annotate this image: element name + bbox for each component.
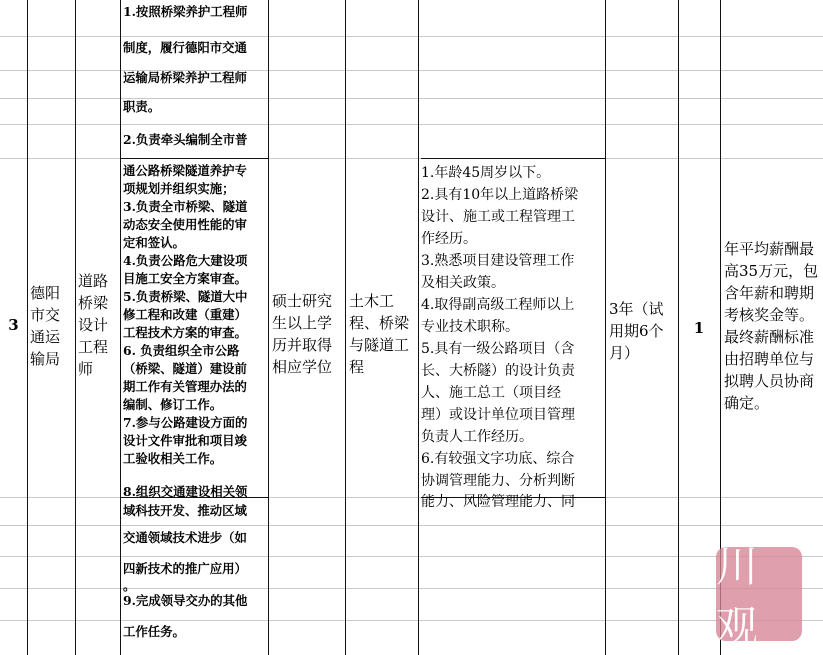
duty-line: 四新技术的推广应用） <box>123 561 247 576</box>
row-line <box>421 588 605 589</box>
row-line <box>605 497 823 498</box>
duty-line: 6. 负责组织全市公路 <box>123 343 240 358</box>
column-line <box>27 0 28 655</box>
duty-line: 设计文件审批和项目竣 <box>123 433 247 448</box>
requirement-line: 作经历。 <box>421 231 477 247</box>
duty-line: 修工程和改建（重建） <box>123 307 247 322</box>
duty-line: 。 <box>123 578 136 593</box>
duty-line: 5.负责桥梁、隧道大中 <box>123 289 248 304</box>
column-line <box>345 0 346 655</box>
row-line <box>605 158 823 159</box>
row-line <box>421 98 605 99</box>
row-line <box>605 98 823 99</box>
requirement-line: 4.取得副高级工程师以上 <box>421 297 575 313</box>
column-line <box>605 0 606 655</box>
row-line <box>0 70 120 71</box>
row-line <box>0 98 120 99</box>
row-line <box>605 124 823 125</box>
major-cell: 土木工程、桥梁与隧道工程 <box>349 292 410 376</box>
watermark-logo: 川观 <box>716 547 802 641</box>
requirement-line: 设计、施工或工程管理工 <box>421 209 575 225</box>
column-line <box>120 0 121 655</box>
requirement-line: 及相关政策。 <box>421 275 505 291</box>
row-line <box>421 556 605 557</box>
row-line <box>0 556 120 557</box>
duty-line: 运输局桥梁养护工程师 <box>123 70 247 85</box>
duty-line: 7.参与公路建设方面的 <box>123 415 248 430</box>
requirement-line: 能力、风险管理能力、同 <box>421 494 575 510</box>
duty-line: 9.完成领导交办的其他 <box>123 593 248 608</box>
row-line <box>120 525 268 526</box>
row-line <box>0 36 120 37</box>
row-line <box>0 124 120 125</box>
duty-line: 交通领域技术进步（如 <box>123 530 247 545</box>
requirement-line: 6.有较强文字功底、综合 <box>421 451 575 467</box>
column-line <box>75 0 76 655</box>
requirement-line: 1.年龄45周岁以下。 <box>421 165 551 181</box>
education-cell: 硕士研究生以上学历并取得相应学位 <box>272 292 333 376</box>
duty-line: 通公路桥梁隧道养护专 <box>123 163 247 178</box>
row-line <box>0 158 120 159</box>
row-line <box>421 620 605 621</box>
duty-line: 域科技开发、推动区域 <box>123 503 247 518</box>
row-line <box>120 124 268 125</box>
row-line <box>421 158 605 159</box>
duty-line: 工程技术方案的审查。 <box>123 325 247 340</box>
row-line <box>421 525 605 526</box>
duty-line: 8.组织交通建设相关领 <box>123 484 248 499</box>
row-line <box>605 70 823 71</box>
position-cell: 道路桥梁设计工程师 <box>78 272 109 378</box>
row-line <box>605 36 823 37</box>
requirement-line: 理）或设计单位项目管理 <box>421 407 575 423</box>
row-line <box>421 124 605 125</box>
row-index: 3 <box>8 316 19 334</box>
row-line <box>0 525 120 526</box>
contract-cell: 3年（试用期6个月） <box>609 300 664 362</box>
row-line <box>120 36 268 37</box>
requirement-line: 长、大桥隧）的设计负责 <box>421 363 575 379</box>
column-line <box>268 0 269 655</box>
headcount-cell: 1 <box>693 319 705 337</box>
row-line <box>120 158 268 159</box>
duty-line: 编制、修订工作。 <box>123 397 223 412</box>
row-line <box>605 525 823 526</box>
duty-line: 项规划并组织实施； <box>123 181 235 196</box>
requirement-line: 人、施工总工（项目经 <box>421 385 561 401</box>
requirement-line: 2.具有10年以上道路桥梁 <box>421 187 579 203</box>
duty-line: 工验收相关工作。 <box>123 451 223 466</box>
duty-line: 3.负责全市桥梁、隧道 <box>123 199 248 214</box>
duty-line: 1.按照桥梁养护工程师 <box>123 4 248 19</box>
requirement-line: 协调管理能力、分析判断 <box>421 473 575 489</box>
row-line <box>0 497 120 498</box>
duty-line: 目施工安全方案审查。 <box>123 271 247 286</box>
duty-line: 制度，履行德阳市交通 <box>123 40 247 55</box>
duty-line: 动态安全使用性能的审 <box>123 217 247 232</box>
duty-line: 职责。 <box>123 99 161 114</box>
row-line <box>0 620 120 621</box>
salary-cell: 年平均薪酬最高35万元，包含年薪和聘期考核奖金等。最终薪酬标准由招聘单位与拟聘人员协商确定。 <box>724 240 819 412</box>
row-line <box>421 36 605 37</box>
duty-line: 期工作有关管理办法的 <box>123 379 247 394</box>
row-line <box>0 588 120 589</box>
requirement-line: 专业技术职称。 <box>421 319 519 335</box>
row-line <box>120 556 268 557</box>
duty-line: 4.负责公路危大建设项 <box>123 253 248 268</box>
duty-line: 定和签认。 <box>123 235 185 250</box>
requirement-line: 负责人工作经历。 <box>421 429 533 445</box>
duty-line: 工作任务。 <box>123 624 185 639</box>
row-line <box>120 620 268 621</box>
requirement-line: 3.熟悉项目建设管理工作 <box>421 253 575 269</box>
row-line <box>421 70 605 71</box>
column-line <box>418 0 419 655</box>
duty-line: 2.负责牵头编制全市普 <box>123 132 248 147</box>
department-cell: 德阳市交通运输局 <box>30 284 61 368</box>
duty-line: （桥梁、隧道）建设前 <box>123 361 247 376</box>
requirement-line: 5.具有一级公路项目（含 <box>421 341 575 357</box>
